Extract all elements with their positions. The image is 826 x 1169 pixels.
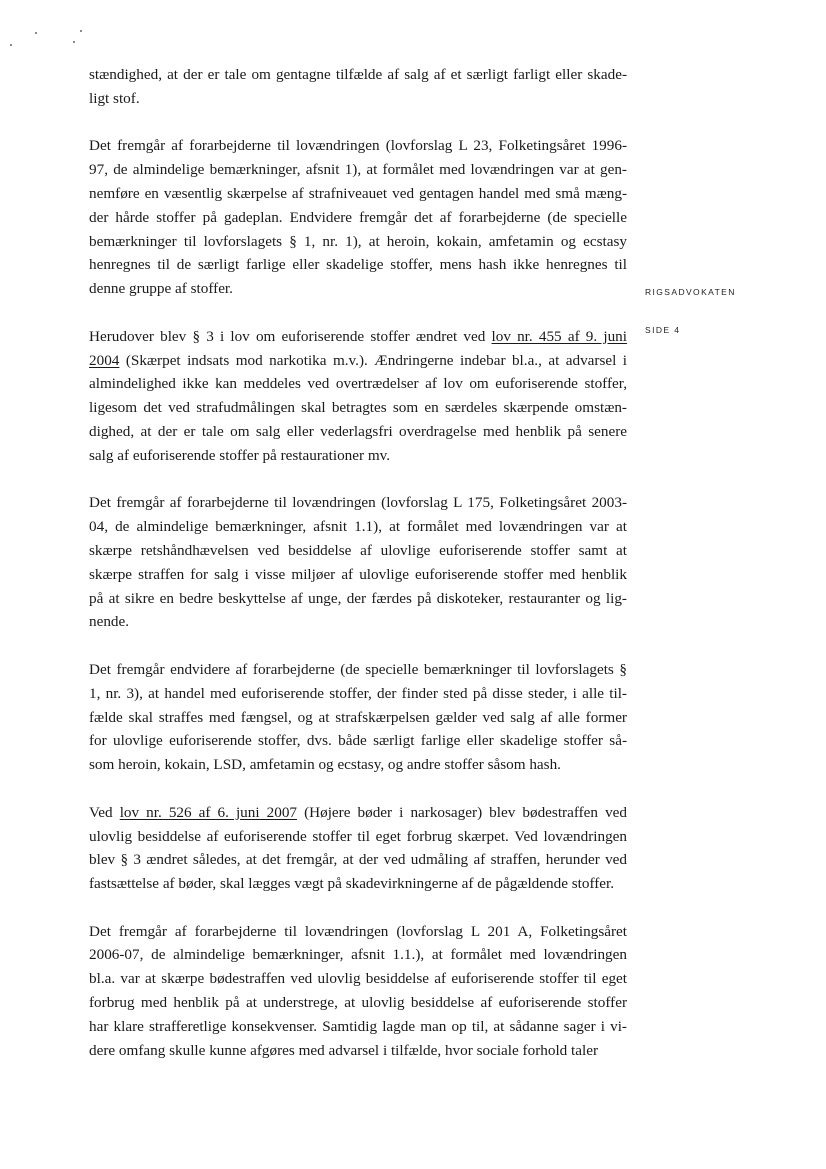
text-line <box>89 943 627 967</box>
text-segment: 2006-07, de almindelige bemærkninger, afsnit 1.1.), at formålet med lovændringen <box>89 946 627 964</box>
text-segment: dighed, at der er tale om salg eller vederlagsfri overdragelse med henblik på senere <box>89 422 627 440</box>
text-line <box>89 920 627 944</box>
text-line <box>89 729 627 753</box>
text-line <box>89 563 627 587</box>
text-line <box>89 491 627 515</box>
text-segment: salg af euforiserende stoffer på restaurationer mv. <box>89 446 391 464</box>
text-line <box>89 420 627 444</box>
text-segment: der hårde stoffer på gadeplan. Endvidere fremgår det af forarbejderne (de specielle <box>89 208 627 226</box>
text-line <box>89 63 627 87</box>
text-segment: henregnes til de særligt farlige eller skadelige stoffer, mens hash ikke henregnes til <box>89 256 627 274</box>
text-segment: dere omfang skulle kunne afgøres med advarsel i tilfælde, hvor sociale forhold taler <box>89 1041 599 1059</box>
document-body <box>89 63 627 1086</box>
text-segment: (Højere bøder i narkosager) blev bødestraffen ved <box>297 803 627 821</box>
text-line <box>89 325 627 349</box>
text-segment: bemærkninger til lovforslagets § 1, nr. 1), at heroin, kokain, amfetamin og ecstasy <box>89 232 627 250</box>
text-line <box>89 682 627 706</box>
text-segment: ligesom det ved strafudmålingen skal betragtes som en særdeles skærpende omstæn- <box>89 399 627 417</box>
text-segment: Ved <box>89 803 120 821</box>
law-reference: 2004 <box>89 351 120 369</box>
law-reference: lov nr. 455 af 9. juni <box>491 327 627 345</box>
scan-speck <box>10 44 12 46</box>
text-segment: almindelighed ikke kan meddeles ved overtrædelser af lov om euforiserende stoffer, <box>89 375 627 393</box>
text-line <box>89 230 627 254</box>
text-line <box>89 134 627 158</box>
text-segment: Det fremgår af forarbejderne til lovændringen (lovforslag L 201 A, Folketingsåret <box>89 922 627 940</box>
text-line <box>89 182 627 206</box>
text-segment: Det fremgår af forarbejderne til lovændringen (lovforslag L 175, Folketingsåret 2003- <box>89 494 627 512</box>
text-segment: Det fremgår af forarbejderne til lovændringen (lovforslag L 23, Folketingsåret 1996- <box>89 137 627 155</box>
text-segment: nemføre en væsentlig skærpelse af strafniveauet ved gentagen handel med små mæng- <box>89 184 627 202</box>
paragraph <box>89 325 627 468</box>
paragraph <box>89 920 627 1063</box>
text-segment: på at sikre en bedre beskyttelse af unge, der færdes på diskoteker, restauranter og lig- <box>89 589 627 607</box>
text-line <box>89 967 627 991</box>
text-line <box>89 372 627 396</box>
text-line <box>89 158 627 182</box>
scan-speck <box>35 32 37 34</box>
text-segment: ligt stof. <box>89 89 140 107</box>
text-segment: Det fremgår endvidere af forarbejderne (de specielle bemærkninger til lovforslagets § <box>89 660 627 678</box>
text-segment: fælde skal straffes med fængsel, og at strafskærpelsen gælder ved salg af alle former <box>89 708 627 726</box>
text-segment: fastsættelse af bøder, skal lægges vægt på skadevirkningerne af de pågældende stoffer. <box>89 875 615 893</box>
text-line <box>89 206 627 230</box>
text-segment: Herudover blev § 3 i lov om euforiserende stoffer ændret ved <box>89 327 492 345</box>
text-segment: denne gruppe af stoffer. <box>89 280 233 298</box>
text-line <box>89 753 627 777</box>
text-line <box>89 991 627 1015</box>
text-segment: 97, de almindelige bemærkninger, afsnit 1), at formålet med lovændringen var at gen- <box>89 161 627 179</box>
text-segment: 04, de almindelige bemærkninger, afsnit 1.1), at formålet med lovændringen var at <box>89 518 627 536</box>
text-line <box>89 848 627 872</box>
law-reference: lov nr. 526 af 6. juni 2007 <box>119 803 298 821</box>
paragraph <box>89 134 627 301</box>
text-line <box>89 1039 627 1063</box>
text-segment: blev § 3 ændret således, at det fremgår, at der ved udmåling af straffen, herunder ved <box>89 851 627 869</box>
text-line <box>89 706 627 730</box>
text-line <box>89 349 627 373</box>
text-segment: som heroin, kokain, LSD, amfetamin og ecstasy, og andre stoffer såsom hash. <box>89 756 561 774</box>
text-line <box>89 87 627 111</box>
text-line <box>89 277 627 301</box>
text-segment: ulovlig besiddelse af euforiserende stoffer til eget forbrug skærpet. Ved lovændringen <box>89 827 627 845</box>
scan-speck <box>73 41 75 43</box>
text-segment: skærpe retshåndhævelsen ved besiddelse af ulovlige euforiserende stoffer samt at <box>89 541 627 559</box>
text-line <box>89 610 627 634</box>
paragraph <box>89 491 627 634</box>
text-segment: forbrug med henblik på at understrege, at ulovlig besiddelse af euforiserende stoffer <box>89 994 627 1012</box>
text-segment: 1, nr. 3), at handel med euforiserende stoffer, der finder sted på disse steder, i alle til- <box>89 684 627 702</box>
text-line <box>89 801 627 825</box>
text-line <box>89 587 627 611</box>
paragraph <box>89 63 627 111</box>
margin-organisation: RIGSADVOKATEN <box>645 287 736 297</box>
text-line <box>89 872 627 896</box>
text-line <box>89 396 627 420</box>
text-line <box>89 825 627 849</box>
text-line <box>89 253 627 277</box>
margin-page-number: SIDE 4 <box>645 325 681 335</box>
paragraph <box>89 658 627 777</box>
text-segment: (Skærpet indsats mod narkotika m.v.). Ændringerne indebar bl.a., at advarsel i <box>119 351 627 369</box>
scan-speck <box>80 30 82 32</box>
text-line <box>89 1015 627 1039</box>
text-segment: stændighed, at der er tale om gentagne tilfælde af salg af et særligt farligt eller skade- <box>89 66 627 83</box>
text-segment: har klare strafferetlige konsekvenser. Samtidig lagde man op til, at sådanne sager i vi- <box>89 1017 627 1035</box>
text-line <box>89 539 627 563</box>
paragraph <box>89 801 627 896</box>
text-line <box>89 444 627 468</box>
text-segment: nende. <box>89 613 130 631</box>
text-line <box>89 658 627 682</box>
text-segment: skærpe straffen for salg i visse miljøer af ulovlige euforiserende stoffer med henblik <box>89 565 627 583</box>
text-line <box>89 515 627 539</box>
text-segment: bl.a. var at skærpe bødestraffen ved ulovlig besiddelse af euforiserende stoffer til eget <box>89 970 627 988</box>
text-segment: for ulovlige euforiserende stoffer, dvs. både særligt farlige eller skadelige stoffer så- <box>89 732 627 750</box>
